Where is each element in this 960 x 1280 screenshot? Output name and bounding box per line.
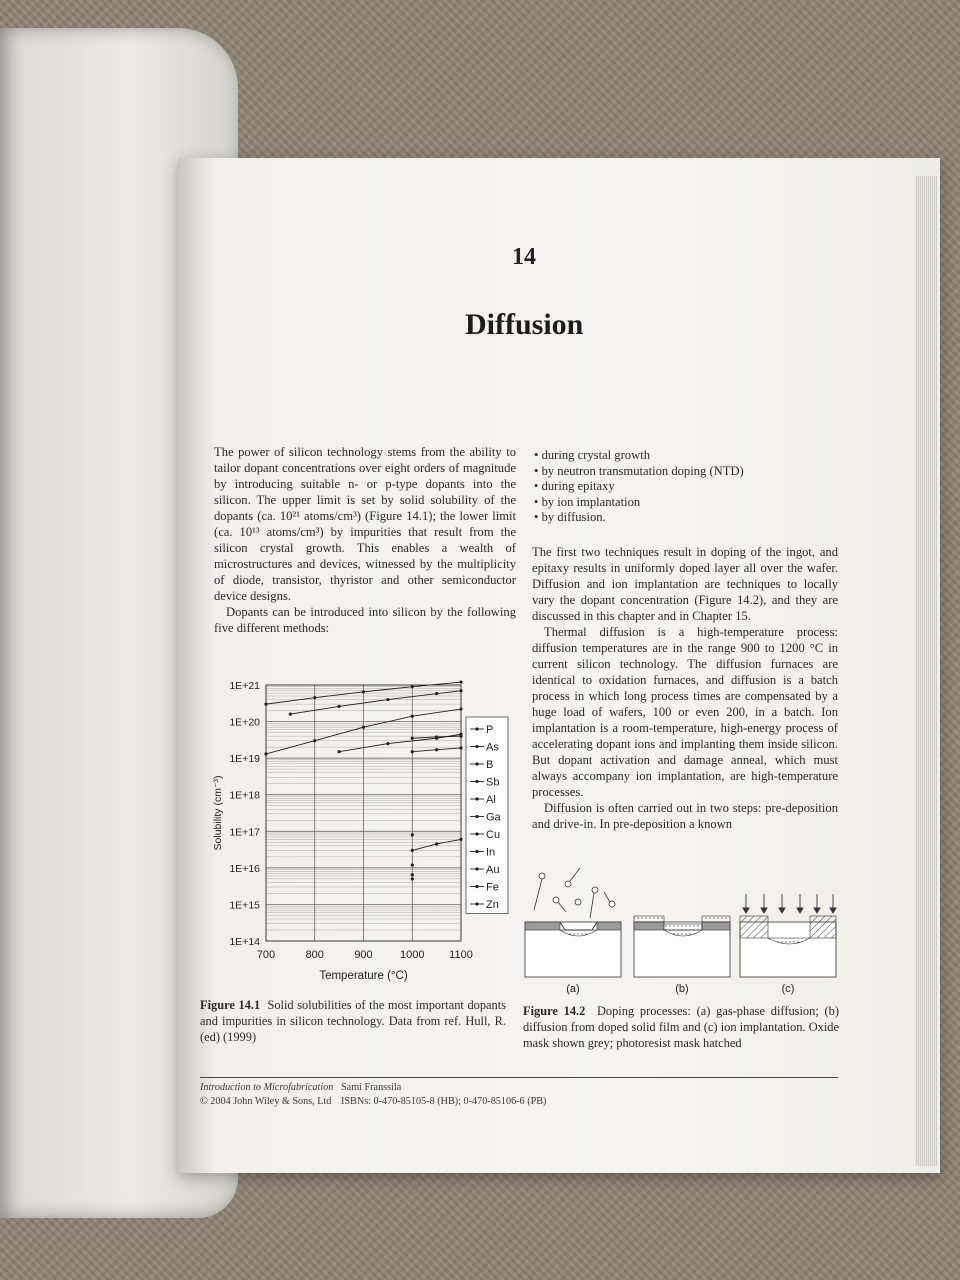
data-point-B [459,707,462,710]
panel-label: (b) [675,983,689,995]
x-tick-label: 700 [256,949,276,961]
x-tick-label: 800 [305,949,324,961]
right-text-column [532,544,838,832]
data-point-As [289,713,292,716]
legend-marker [475,727,478,730]
legend-marker [475,762,478,765]
data-point-P [459,681,462,684]
data-point-As [386,698,389,701]
legend-label: Fe [486,881,499,894]
legend-label: P [486,724,494,736]
data-point-B [313,739,316,742]
data-point-In [411,849,414,852]
paragraph: Thermal diffusion is a high-temperature process: diffusion temperatures are in the range 900 to 1200 °C in current silicon technology. The diffusion furnaces are identical to oxidation furnaces, and diffusion is a batch process in which long process times are compensated by a huge load of wafers, 100 or even 200, in a batch. Ion implantation is a room-temperature, high-energy process of accelerating dopant ions and implanting them inside silicon. But dopant activation and damage anneal, which must always accompany ion implantation, are high-temperature processes. [532,625,838,799]
data-point-P [362,690,365,693]
panel-label: (a) [566,983,580,995]
caption-text: Solid solubilities of the most important dopants and impurities in silicon technology. Data from ref. Hull, R. (ed) (1999) [200,998,506,1044]
chapter-number: 14 [512,244,536,270]
figure-14-1-caption [200,997,506,1045]
legend-marker [475,745,478,748]
figure-14-2-caption [523,1003,839,1051]
data-point-P [313,696,316,699]
legend-label: Au [486,864,500,876]
solubility-chart [196,675,516,990]
y-tick-label: 1E+18 [229,789,260,802]
data-point-Al [459,746,462,749]
data-point-P [411,685,414,688]
legend-label: Cu [486,829,501,841]
figure-label: Figure 14.2 [523,1004,586,1018]
paragraph: The power of silicon technology stems from the ability to tailor dopant concentrations over eight orders of magnitude by introducing suitable n- or p-type dopants into the silicon. The upper limit is set by solid solubility of the dopants (ca. 10²¹ atoms/cm³) (Figure 14.1); the lower limit (ca. 10¹³ atoms/cm³) by impurities that result from the silicon crystal growth. This enables a wealth of microstructures and devices, witnessed by the multiplicity of diode, transistor, thyristor and other semiconductor device designs. [214,445,516,603]
methods-list [534,448,834,526]
data-point-Zn [411,873,414,876]
data-point-P [264,703,267,706]
x-tick-label: 1100 [449,949,473,961]
list-item: • during epitaxy [534,479,834,495]
data-point-In [435,842,438,845]
data-point-B [411,715,414,718]
page-footer [200,1081,546,1109]
paragraph: Diffusion is often carried out in two steps: pre-deposition and drive-in. In pre-deposition a known [532,801,838,831]
data-point-Sb [386,742,389,745]
footer-rule [200,1077,838,1078]
legend-label: Sb [486,776,500,789]
legend-label: In [486,846,496,859]
y-tick-label: 1E+21 [229,680,260,692]
data-point-Cu [411,833,414,836]
caption-text: Doping processes: (a) gas-phase diffusion; (b) diffusion from doped solid film and (c) ion implantation. Oxide mask shown grey; photoresist mask hatched [523,1004,839,1050]
legend-label: Ga [486,811,501,824]
data-point-Sb [338,750,341,753]
data-point-As [459,689,462,692]
list-item: • during crystal growth [534,448,834,464]
y-tick-label: 1E+15 [229,899,260,912]
data-point-Al [411,750,414,753]
data-point-B [362,726,365,729]
legend-label: Al [486,794,496,806]
author: Sami Franssila [341,1082,402,1093]
data-point-As [338,705,341,708]
x-tick-label: 1000 [400,949,425,961]
legend-label: B [486,759,494,771]
chapter-title: Diffusion [465,308,584,341]
y-tick-label: 1E+14 [229,936,260,948]
y-tick-label: 1E+20 [229,716,260,729]
left-text-column [214,444,516,636]
legend-marker [475,797,478,800]
data-point-Au [411,863,414,866]
copyright: © 2004 John Wiley & Sons, Ltd [200,1096,332,1107]
panel-label: (c) [781,983,795,995]
list-item: • by neutron transmutation doping (NTD) [534,464,834,480]
data-point-Fe [411,877,414,880]
legend-marker [475,902,478,905]
legend-label: As [486,741,499,754]
x-axis-label: Temperature (°C) [319,970,408,982]
legend-marker [475,885,478,888]
y-tick-label: 1E+19 [229,753,260,766]
figure-label: Figure 14.1 [200,998,261,1012]
book-title: Introduction to Microfabrication [200,1082,334,1093]
legend-marker [475,867,478,870]
data-point-Ga [411,737,414,740]
panel-b [634,916,730,995]
data-point-Al [435,748,438,751]
panel-c [740,894,836,995]
data-point-B [264,752,267,755]
data-point-In [459,838,462,841]
legend-marker [475,815,478,818]
page-edge [915,176,937,1166]
legend-marker [475,850,478,853]
data-point-Ga [435,735,438,738]
y-tick-label: 1E+17 [229,826,260,839]
x-tick-label: 900 [354,949,373,961]
panel-a [525,868,621,995]
legend-label: Zn [486,899,499,911]
list-item: • by ion implantation [534,495,834,511]
legend-marker [475,780,478,783]
data-point-As [435,692,438,695]
paragraph: Dopants can be introduced into silicon by the following five different methods: [214,605,516,635]
data-point-Ga [459,735,462,738]
y-tick-label: 1E+16 [229,862,260,875]
doping-process-diagram [520,860,840,1000]
paragraph: The first two techniques result in doping of the ingot, and epitaxy results in uniformly doped layer all over the wafer. Diffusion and ion implantation are techniques to locally vary the dopant concentration (Figure 14.2), and they are discussed in this chapter and in Chapter 15. [532,545,838,623]
y-axis-label: Solubility (cm⁻³) [212,775,224,851]
legend-marker [475,832,478,835]
isbn: ISBNs: 0-470-85105-8 (HB); 0-470-85106-6 (PB) [341,1096,547,1107]
list-item: • by diffusion. [534,510,834,526]
